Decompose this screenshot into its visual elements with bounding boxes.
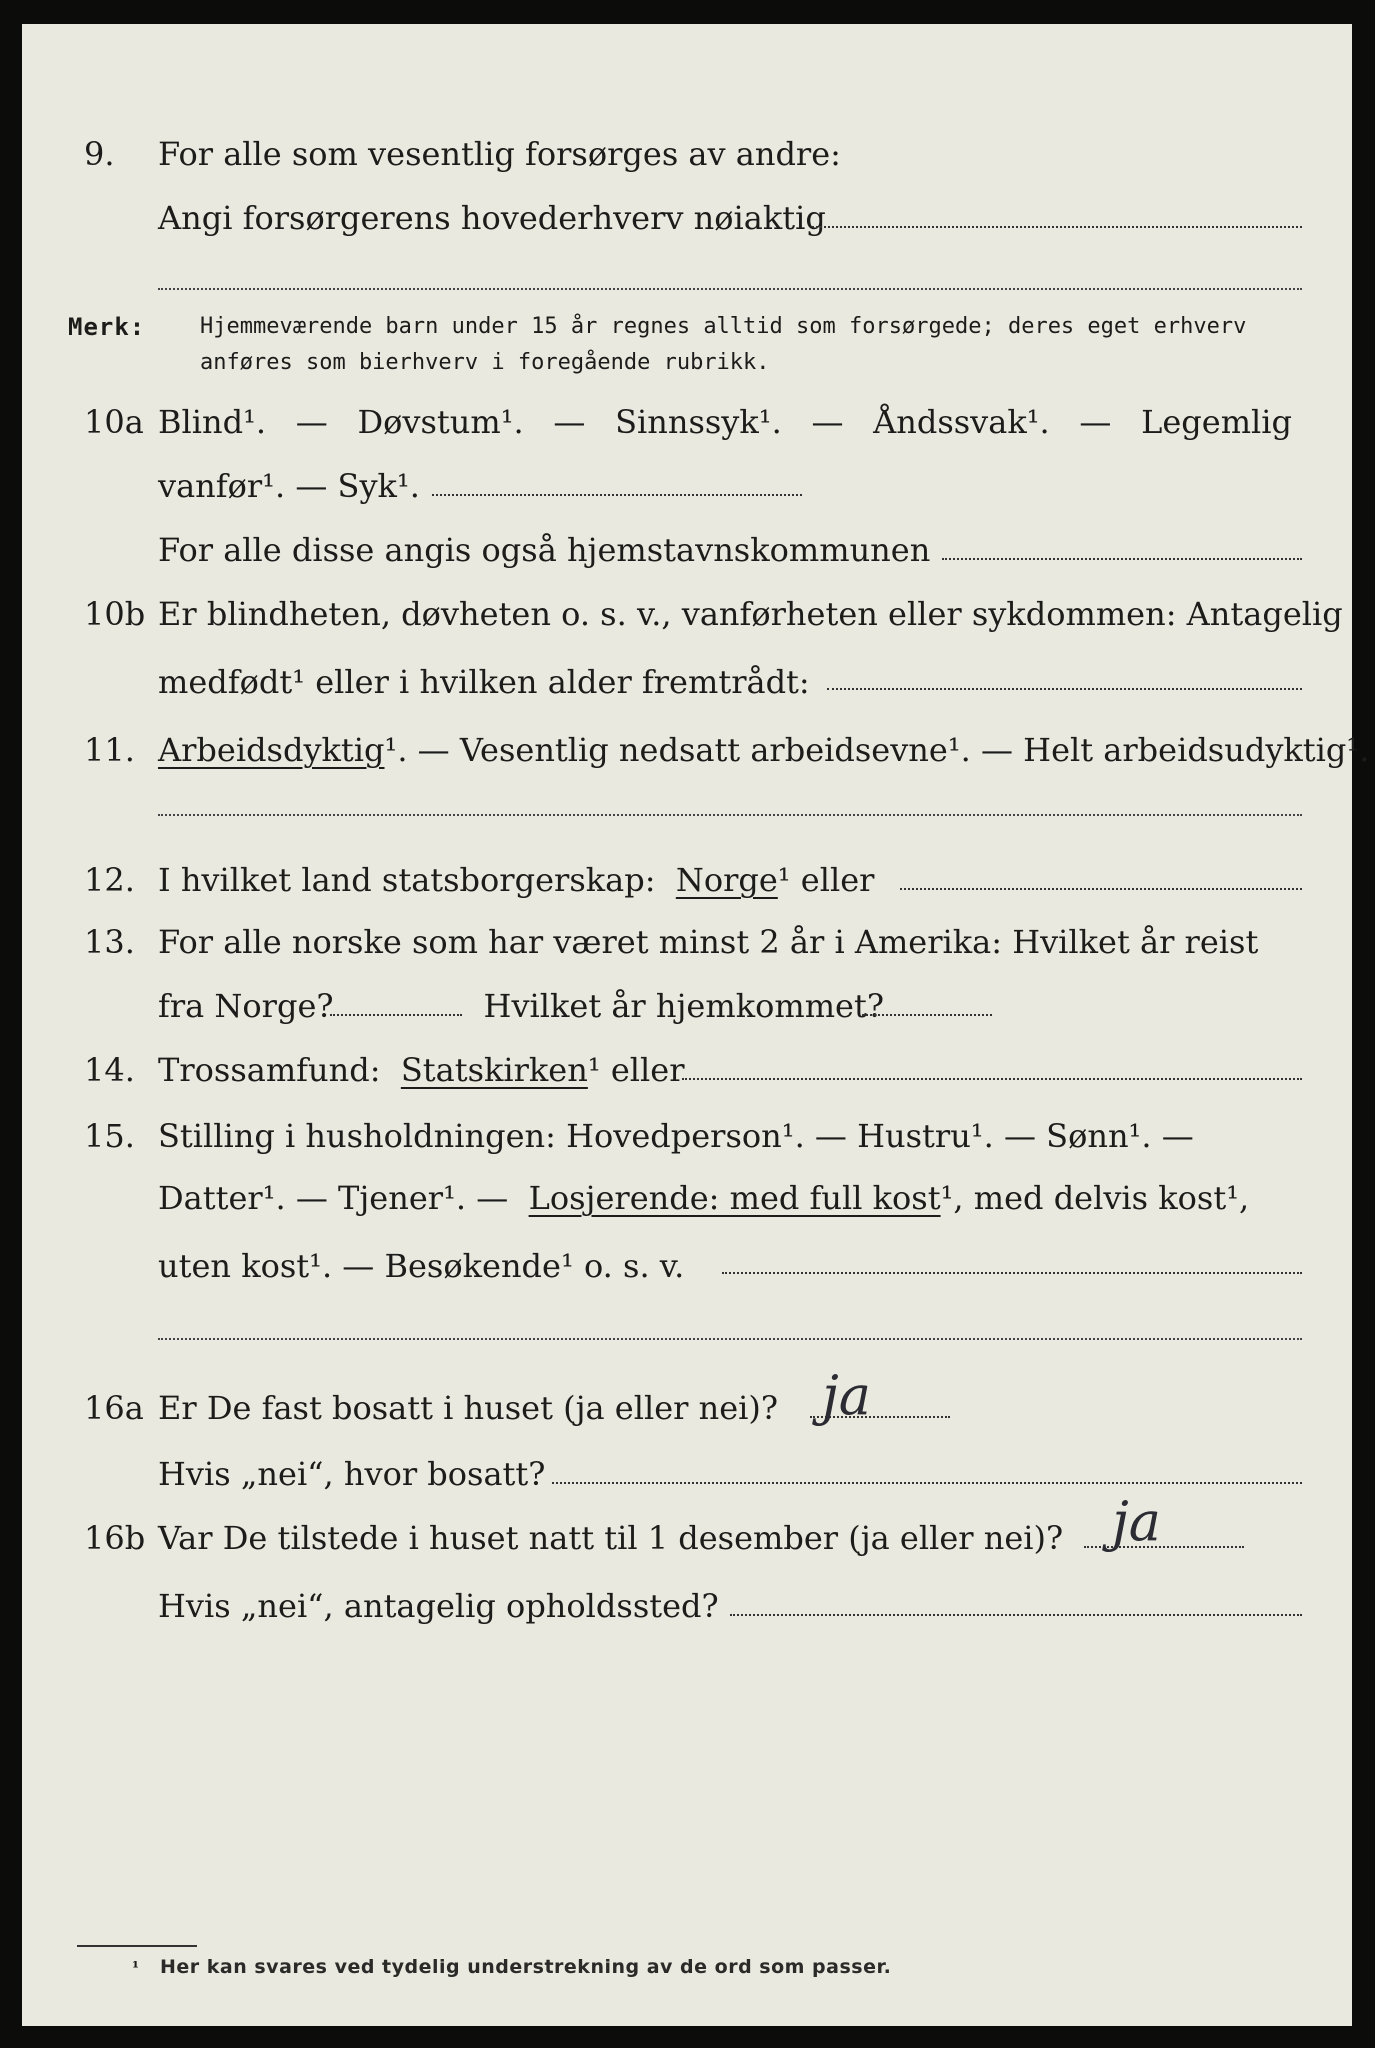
answer-line[interactable]	[432, 494, 802, 496]
question-text: uten kost¹. — Besøkende¹ o. s. v.	[158, 1247, 685, 1285]
option-losjerende-underlined[interactable]: Losjerende: med full kost	[528, 1179, 941, 1217]
question-13-line2	[22, 984, 1352, 1044]
question-number: 16b	[84, 1519, 146, 1557]
answer-line[interactable]	[900, 888, 1302, 890]
answer-line[interactable]	[827, 688, 1302, 690]
dash: —	[1079, 403, 1112, 441]
question-number: 11.	[84, 731, 135, 769]
question-text: medfødt¹ eller i hvilken alder fremtrådt:	[158, 663, 810, 701]
answer-line[interactable]	[942, 558, 1302, 560]
question-11	[22, 728, 1370, 788]
question-text: Hvis „nei“, hvor bosatt?	[158, 1455, 546, 1493]
note-text: Hjemmeværende barn under 15 år regnes alltid som forsørgede; deres eget erhverv	[200, 314, 1247, 339]
question-15-line3	[22, 1244, 1352, 1304]
answer-line[interactable]	[158, 1338, 1302, 1340]
question-text: For alle norske som har været minst 2 år i Amerika: Hvilket år reist	[158, 923, 1259, 961]
note-merk-line2	[22, 346, 1352, 406]
note-label: Merk:	[68, 313, 146, 341]
option-blind[interactable]: Blind¹.	[158, 403, 267, 441]
answer-line[interactable]	[722, 1272, 1302, 1274]
answer-line[interactable]	[158, 814, 1302, 816]
question-text: Hvis „nei“, antagelig opholdssted?	[158, 1587, 719, 1625]
question-text-pre: Trossamfund:	[158, 1051, 381, 1089]
question-text-post: ¹ eller	[587, 1051, 685, 1089]
answer-line[interactable]	[812, 226, 1302, 228]
answer-line[interactable]	[862, 1014, 992, 1016]
option-statskirken-underlined[interactable]: Statskirken	[400, 1051, 588, 1089]
question-text	[158, 858, 1292, 902]
answer-line[interactable]	[158, 288, 1302, 290]
question-text	[158, 728, 1370, 772]
footnote-mark: ¹	[132, 1958, 140, 1977]
question-text: Var De tilstede i huset natt til 1 desember (ja eller nei)?	[158, 1519, 1064, 1557]
question-text-post: ¹ eller	[777, 861, 875, 899]
question-10b-line2	[22, 660, 1352, 720]
note-text: anføres som bierhverv i foregående rubrikk.	[200, 350, 770, 375]
question-text: vanfør¹. — Syk¹.	[158, 467, 420, 505]
question-text-b: Hvilket år hjemkommet?	[483, 987, 884, 1025]
answer-line[interactable]	[682, 1078, 1302, 1080]
question-text: Stilling i husholdningen: Hovedperson¹. — Hustru¹. — Sønn¹. —	[158, 1117, 1194, 1155]
answer-line[interactable]	[730, 1614, 1302, 1616]
question-text-a: Datter¹. — Tjener¹. —	[158, 1179, 509, 1217]
question-text	[158, 400, 1292, 444]
question-number: 15.	[84, 1117, 135, 1155]
dash: —	[295, 403, 328, 441]
option-andssvak[interactable]: Åndssvak¹.	[873, 403, 1050, 441]
question-number: 10b	[84, 595, 146, 633]
question-10b	[22, 592, 1352, 652]
question-15-line2	[22, 1176, 1352, 1236]
question-16a	[22, 1386, 1352, 1446]
option-arbeidsdyktig-underlined[interactable]: Arbeidsdyktig	[158, 731, 385, 769]
option-dovstum[interactable]: Døvstum¹.	[357, 403, 524, 441]
question-number: 10a	[84, 403, 144, 441]
answer-line[interactable]	[330, 1014, 462, 1016]
answer-line[interactable]	[552, 1482, 1302, 1484]
question-15	[22, 1114, 1352, 1174]
question-text-a: fra Norge?	[158, 987, 334, 1025]
question-text: Er De fast bosatt i huset (ja eller nei)?	[158, 1389, 779, 1427]
question-text-c: ¹, med delvis kost¹,	[940, 1179, 1250, 1217]
question-text: Er blindheten, døvheten o. s. v., vanførheten eller sykdommen: Antagelig	[158, 595, 1343, 633]
question-text-pre: I hvilket land statsborgerskap:	[158, 861, 656, 899]
question-number: 16a	[84, 1389, 144, 1427]
handwritten-answer-ja: ja	[1112, 1490, 1161, 1553]
question-13	[22, 920, 1352, 980]
dash: —	[811, 403, 844, 441]
answer-line[interactable]	[1084, 1546, 1244, 1548]
option-legemlig[interactable]: Legemlig	[1141, 403, 1292, 441]
option-norge-underlined[interactable]: Norge	[675, 861, 778, 899]
dash: —	[553, 403, 586, 441]
question-number: 9.	[84, 135, 115, 173]
question-number: 13.	[84, 923, 135, 961]
handwritten-answer-ja: ja	[822, 1364, 871, 1427]
footnote-text: Her kan svares ved tydelig understrekning av de ord som passer.	[160, 1956, 892, 1978]
question-text	[158, 1048, 1292, 1092]
question-number: 12.	[84, 861, 135, 899]
census-form-page	[22, 24, 1370, 2026]
question-text: For alle som vesentlig forsørges av andre:	[158, 135, 841, 173]
question-number: 14.	[84, 1051, 135, 1089]
question-text-rest: ¹. — Vesentlig nedsatt arbeidsevne¹. — Helt arbeidsudyktig¹.	[384, 731, 1370, 769]
question-text: For alle disse angis også hjemstavnskommunen	[158, 531, 931, 569]
question-9	[22, 132, 1352, 192]
option-sinnssyk[interactable]: Sinnssyk¹.	[615, 403, 782, 441]
question-text: Angi forsørgerens hovederhverv nøiaktig	[158, 199, 826, 237]
question-text	[158, 984, 1292, 1028]
question-10a	[22, 400, 1352, 460]
question-text	[158, 1176, 1292, 1220]
footnote-rule	[77, 1945, 197, 1947]
